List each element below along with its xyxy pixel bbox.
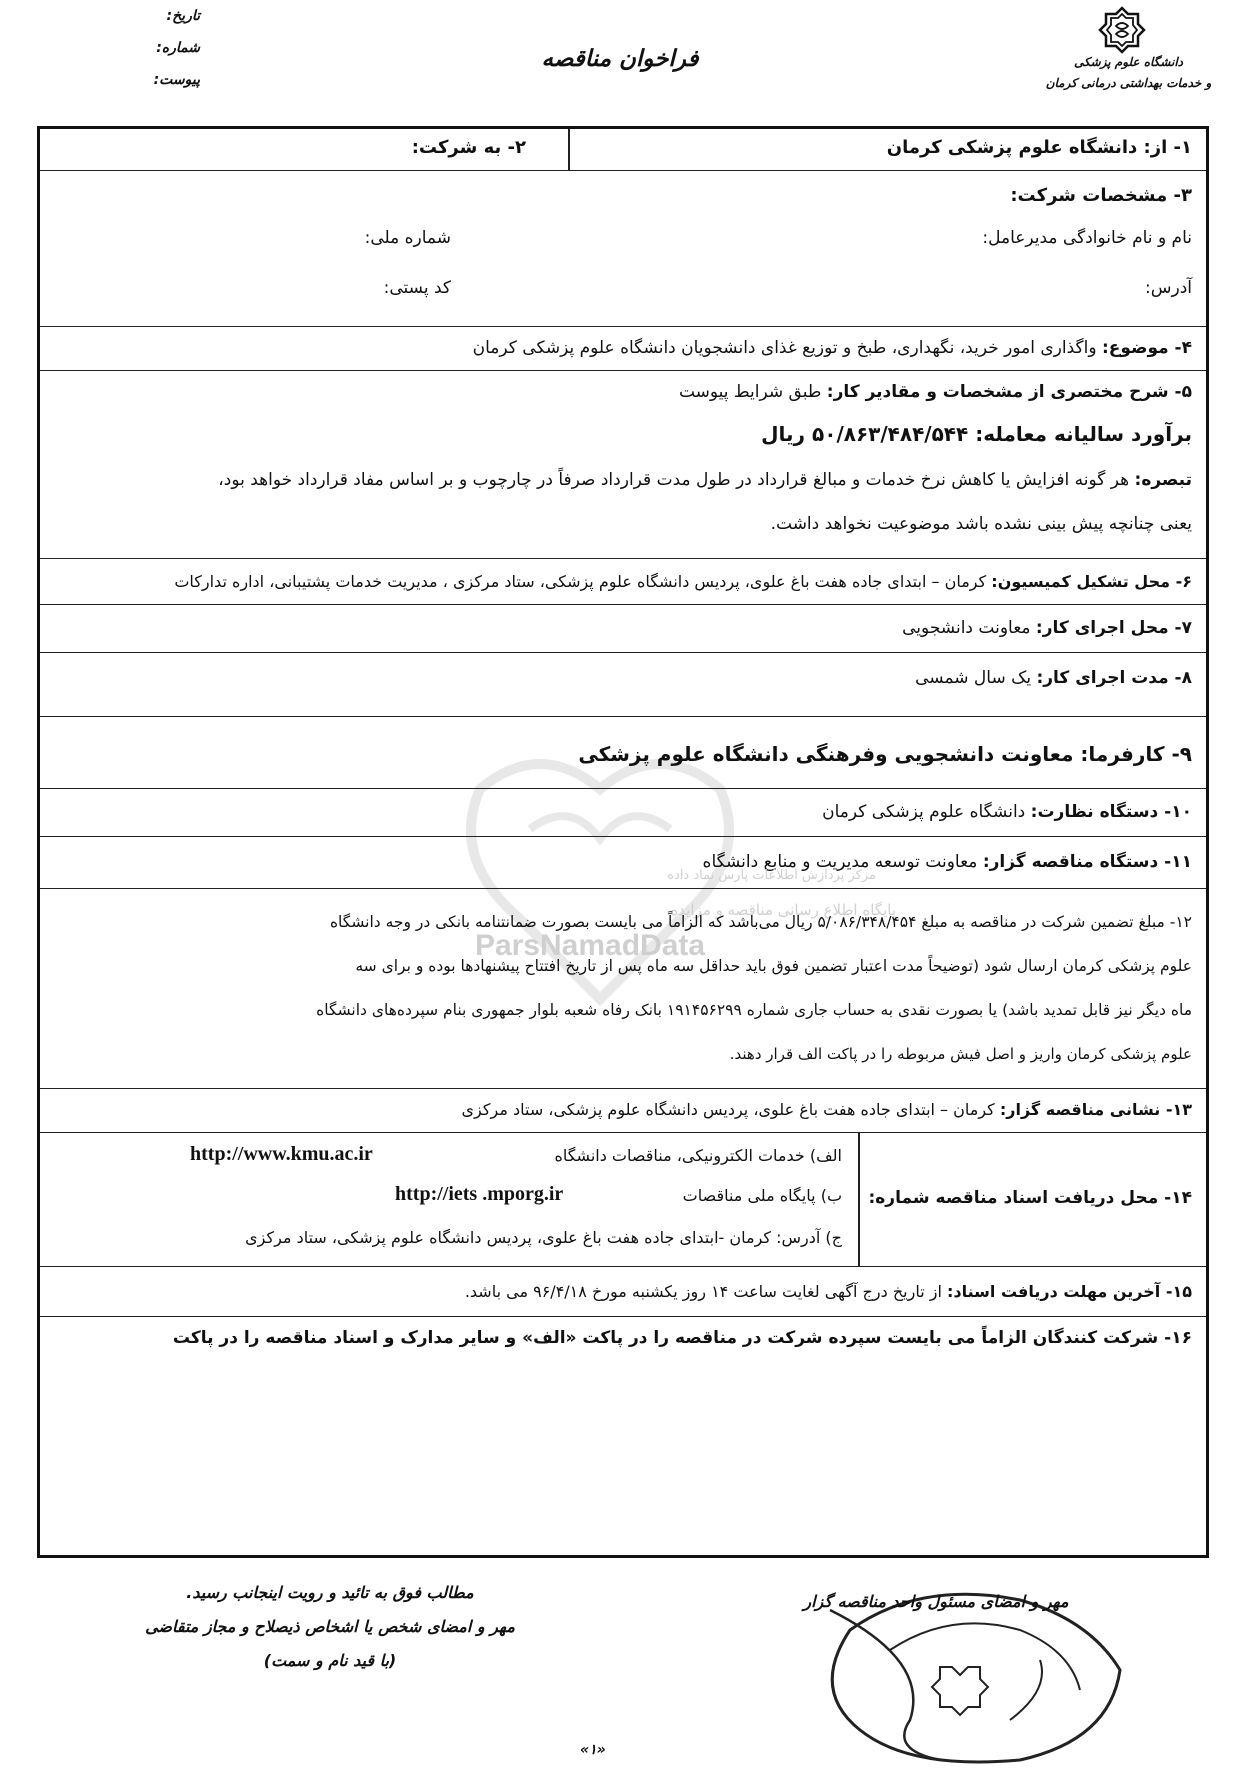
work-duration-label: ۸- مدت اجرای کار: bbox=[1036, 668, 1192, 688]
organizer-address-label: ۱۳- نشانی مناقصه گزار: bbox=[999, 1100, 1192, 1119]
work-description-label: ۵- شرح مختصری از مشخصات و مقادیر کار: bbox=[826, 382, 1192, 402]
row-organizer-address bbox=[40, 1089, 1206, 1133]
university-name-line1: دانشگاه علوم پزشکی bbox=[1073, 55, 1184, 69]
row-participants-note bbox=[40, 1317, 1206, 1361]
note-line2: یعنی چنانچه پیش بینی نشده باشد موضوعیت نخواهد داشت. bbox=[770, 514, 1192, 534]
tender-organizer-label: ۱۱- دستگاه مناقصه گزار: bbox=[982, 852, 1192, 872]
row-supervisor bbox=[40, 789, 1206, 837]
document-meta bbox=[120, 0, 200, 96]
guarantee-line1: ۱۲- مبلغ تضمین شرکت در مناقصه به مبلغ ۵/۰۸۶/۳۴۸/۴۵۴ ریال می‌باشد که الزاماً می بایست بصورت ضمانتنامه بانکی در وجه دانشگاه bbox=[329, 913, 1192, 931]
work-location-field bbox=[902, 615, 1192, 641]
employer-field bbox=[578, 741, 1192, 767]
date-label: تاریخ: bbox=[166, 8, 200, 24]
university-name bbox=[1041, 52, 1216, 94]
note-line1 bbox=[48, 467, 1192, 493]
annual-estimate: برآورد سالیانه معامله: ۵۰/۸۶۳/۴۸۴/۵۴۴ ریال bbox=[761, 422, 1192, 446]
from-field: ۱- از: دانشگاه علوم پزشکی کرمان bbox=[886, 137, 1192, 158]
row-from-to bbox=[40, 129, 1206, 171]
iets-website-link[interactable]: http://iets .mporg.ir bbox=[395, 1183, 564, 1205]
organizer-address-text: کرمان – ابتدای جاده هفت باغ علوی، پردیس دانشگاه علوم پزشکی، ستاد مرکزی bbox=[461, 1100, 995, 1119]
row-subject bbox=[40, 327, 1206, 371]
note-label: تبصره: bbox=[1134, 470, 1192, 490]
row-company-specs bbox=[40, 171, 1206, 327]
deadline-text: از تاریخ درج آگهی لغایت ساعت ۱۴ روز یکشنبه مورخ ۹۶/۴/۱۸ می باشد. bbox=[464, 1282, 942, 1301]
company-specs-heading: ۳- مشخصات شرکت: bbox=[1010, 185, 1192, 206]
document-source-a: الف) خدمات الکترونیکی، مناقصات دانشگاه bbox=[554, 1146, 842, 1165]
row-tender-organizer bbox=[40, 837, 1206, 889]
guarantee-line4: علوم پزشکی کرمان واریز و اصل فیش مربوطه را در پاکت الف قرار دهند. bbox=[729, 1045, 1192, 1063]
work-duration-text: یک سال شمسی bbox=[915, 668, 1032, 688]
row-guarantee bbox=[40, 889, 1206, 1089]
work-location-label: ۷- محل اجرای کار: bbox=[1035, 618, 1192, 638]
ceo-name-label: نام و نام خانوادگی مدیرعامل: bbox=[982, 228, 1192, 248]
row-documents-receipt bbox=[40, 1133, 1206, 1267]
confirmation-line3: (با قید نام و سمت) bbox=[263, 1651, 397, 1670]
number-label: شماره: bbox=[156, 40, 200, 56]
page-title: فراخوان مناقصه bbox=[541, 46, 699, 72]
to-company-field: ۲- به شرکت: bbox=[411, 137, 526, 158]
document-source-c: ج) آدرس: کرمان -ابتدای جاده هفت باغ علوی، پردیس دانشگاه علوم پزشکی، ستاد مرکزی bbox=[245, 1228, 842, 1247]
university-name-line2: و خدمات بهداشتی درمانی کرمان bbox=[1045, 76, 1212, 90]
kmu-website-link[interactable]: http://www.kmu.ac.ir bbox=[190, 1143, 373, 1165]
row-deadline bbox=[40, 1267, 1206, 1317]
university-logo-icon bbox=[1098, 6, 1146, 54]
document-source-b: ب) پایگاه ملی مناقصات bbox=[682, 1186, 842, 1205]
row-work-description bbox=[40, 371, 1206, 559]
row-work-duration bbox=[40, 653, 1206, 717]
commission-location-label: ۶- محل تشکیل کمیسیون: bbox=[991, 572, 1192, 591]
tender-form-table bbox=[37, 126, 1209, 1558]
commission-location-text: کرمان – ابتدای جاده هفت باغ علوی، پردیس دانشگاه علوم پزشکی، ستاد مرکزی ، مدیریت خدمات پشتیبانی، اداره تدارکات bbox=[174, 572, 987, 591]
organizer-signature-label: مهر و امضای مسئول واحد مناقصه گزار bbox=[803, 1592, 1069, 1611]
supervisor-field bbox=[822, 799, 1192, 825]
row-work-location bbox=[40, 605, 1206, 653]
work-location-text: معاونت دانشجویی bbox=[902, 618, 1031, 638]
guarantee-line3: ماه دیگر نیز قابل تمدید باشد) یا بصورت نقدی به حساب جاری شماره ۱۹۱۴۵۶۲۹۹ بانک رفاه شعبه بلوار جمهوری بنام سپرده‌های دانشگاه bbox=[316, 1001, 1192, 1019]
deadline-field bbox=[465, 1279, 1192, 1305]
confirmation-line1: مطالب فوق به تائید و رویت اینجانب رسید. bbox=[186, 1583, 474, 1602]
watermark-brand: ParsNamadData bbox=[474, 929, 706, 962]
address-label: آدرس: bbox=[1145, 278, 1192, 298]
applicant-confirmation bbox=[130, 1576, 530, 1678]
document-header bbox=[0, 0, 1246, 120]
employer-text: معاونت دانشجویی وفرهنگی دانشگاه علوم پزشکی bbox=[578, 742, 1074, 766]
documents-receipt-label: ۱۴- محل دریافت اسناد مناقصه شماره: bbox=[868, 1188, 1192, 1208]
supervisor-text: دانشگاه علوم پزشکی کرمان bbox=[822, 802, 1026, 822]
participants-note: ۱۶- شرکت کنندگان الزاماً می بایست سپرده شرکت در مناقصه را در پاکت «الف» و سایر مدارک و اسناد مناقصه را در پاکت bbox=[172, 1328, 1192, 1348]
organizer-address-field bbox=[462, 1097, 1192, 1123]
postal-code-label: کد پستی: bbox=[383, 278, 451, 298]
subject-field bbox=[473, 335, 1192, 361]
watermark-line1: مرکز پردازش اطلاعات پارس نماد داده bbox=[667, 868, 876, 883]
commission-location-field bbox=[174, 569, 1192, 595]
row-employer bbox=[40, 717, 1206, 789]
employer-label: ۹- کارفرما: bbox=[1080, 742, 1192, 766]
attachment-label: پیوست: bbox=[153, 72, 200, 88]
subject-text: واگذاری امور خرید، نگهداری، طبخ و توزیع غذای دانشجویان دانشگاه علوم پزشکی کرمان bbox=[472, 338, 1097, 358]
national-id-label: شماره ملی: bbox=[364, 228, 451, 248]
supervisor-label: ۱۰- دستگاه نظارت: bbox=[1030, 802, 1192, 822]
page-number: «۱» bbox=[580, 1742, 606, 1758]
note-text1: هر گونه افزایش یا کاهش نرخ خدمات و مبالغ قرارداد در طول مدت قرارداد صرفاً در چارچوب و بر اساس مفاد قرارداد خواهد بود، bbox=[218, 470, 1130, 490]
guarantee-line2: علوم پزشکی کرمان ارسال شود (توضیحاً مدت اعتبار تضمین فوق باید حداقل سه ماه پس از تاریخ افتتاح پیشنهادها بوده و برای سه bbox=[355, 957, 1192, 975]
row-commission-location bbox=[40, 559, 1206, 605]
work-duration-field bbox=[915, 665, 1192, 691]
watermark-line2: پایگاه اطلاع رسانی مناقصه و مزایده bbox=[670, 901, 896, 919]
deadline-label: ۱۵- آخرین مهلت دریافت اسناد: bbox=[947, 1282, 1192, 1301]
column-divider bbox=[858, 1133, 860, 1266]
tender-organizer-text: معاونت توسعه مدیریت و منابع دانشگاه bbox=[702, 852, 978, 872]
confirmation-line2: مهر و امضای شخص یا اشخاص ذیصلاح و مجاز متقاضی bbox=[145, 1617, 515, 1636]
column-divider bbox=[568, 129, 570, 170]
work-description-field bbox=[679, 379, 1192, 405]
subject-label: ۴- موضوع: bbox=[1101, 338, 1192, 358]
work-description-text: طبق شرایط پیوست bbox=[678, 382, 822, 402]
